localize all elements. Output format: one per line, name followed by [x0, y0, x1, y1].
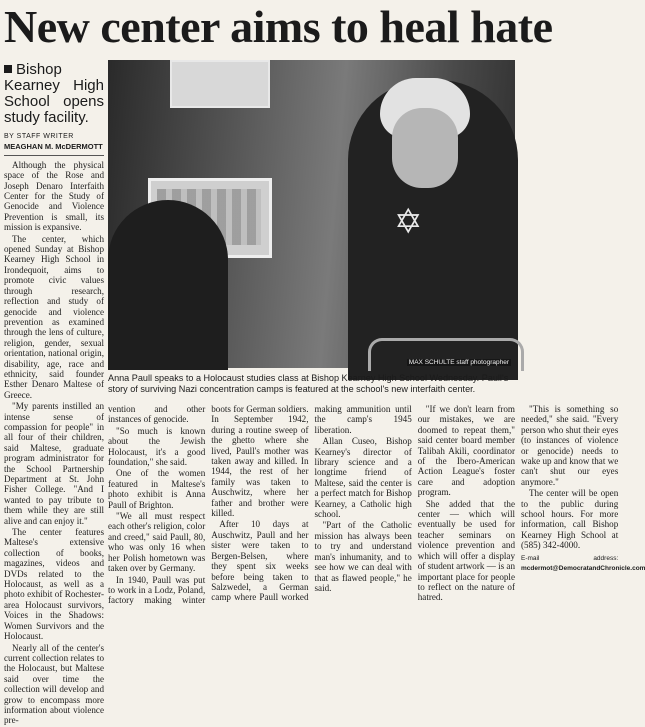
left-column: [4, 60, 104, 727]
body-columns: [108, 404, 645, 612]
body-paragraph: One of the women featured in Maltese's photo exhibit is Anna Paull of Brighton.: [108, 468, 206, 510]
photo-student-silhouette: [108, 200, 228, 370]
body-paragraph: "We all must respect each other's religion, color and creed," said Paull, 80, who was only 16 when her Polish hometown was taken over by Germany.: [108, 511, 206, 574]
email-address: mcdermot@DemocratandChronicle.com: [521, 565, 645, 573]
left-paragraph: Although the physical space of the Rose and Joseph Denaro Interfaith Center for the Study of Genocide and Violence Prevention is small, its mission is expansive.: [4, 159, 104, 233]
photo-wall-frame: [170, 60, 270, 108]
photo-credit: MAX SCHULTE staff photographer: [408, 359, 509, 366]
body-paragraph: "This is something so needed," she said. "Every person who shut their eyes (to instances of violence or genocide) needs to wake up and know that we can't shut our eyes anymore.": [521, 404, 619, 487]
photo-chair: [368, 338, 524, 371]
body-paragraph: "If we don't learn from our mistakes, we are doomed to repeat them," said center board member Talibah Akili, coordinator of the Ibero-American Action League's foster care and adoption program.: [417, 404, 515, 498]
email-line: [521, 554, 645, 575]
body-paragraph: In 1940, Paull was put to work in a Lodz, Poland, factory making winter boots for German soldiers. In September 1942, during a routine sweep of the ghetto where she lived, Paull's mother was taken away and killed. In 1944, the rest of her family was taken to Auschwitz, where her father and brother were killed.: [108, 404, 309, 606]
square-bullet-icon: [4, 65, 12, 73]
left-paragraph: Nearly all of the center's current collection relates to the Holocaust, but Maltese said over time the collection will develop and grow to encompass more information about violence pre-: [4, 642, 104, 726]
email-label: E-mail address:: [521, 554, 619, 562]
photo-caption: Anna Paull speaks to a Holocaust studies class at Bishop Kearney High School Wednesday. Paull's story of surviving Nazi concentration camps is featured at the school's new interfaith center.: [108, 373, 509, 394]
left-paragraph: The center, which opened Sunday at Bishop Kearney High School in Irondequoit, aims to promote civic values through research, reflection and study of genocide and violence prevention as examined through the lens of culture, religion, gender, sexual orientation, national origin, disability, age, race and ethnicity, said founder Esther Denaro Maltese of Greece.: [4, 233, 104, 400]
star-of-david-icon: ✡: [394, 204, 423, 241]
deck: [4, 62, 104, 126]
photo-speaker-face: [392, 108, 458, 188]
body-paragraph: She added that the center — which will eventually be used for teacher seminars on violence prevention and which will offer a display of student artwork — is an important place for people to reflect on the nature of hatred.: [417, 498, 515, 603]
body-paragraph: After 10 days at Auschwitz, Paull and her sister were taken to Bergen-Belsen, where they spent six weeks before being taken to Salzwedel, a German camp where Paull worked making ammunition until the camp's 1945 liberation.: [211, 404, 412, 603]
body-paragraph: Allan Cuseo, Bishop Kearney's director of library science and a longtime friend of Maltese, said the center is a perfect match for Bishop Kearney, a Catholic high school.: [314, 436, 412, 520]
body-paragraph: The center will be open to the public during school hours. For more information, call Bishop Kearney High School at (585) 342-4000.: [521, 488, 619, 551]
body-paragraph: vention and other instances of genocide.: [108, 404, 206, 425]
byline-label: BY STAFF WRITER: [4, 133, 74, 140]
left-paragraph: The center features Maltese's extensive collection of books, magazines, videos and DVDs related to the Holocaust, as well as a photo exhibit of Rochester-area Holocaust survivors, Voices in the Shadows: Women Survivors and the Holocaust.: [4, 527, 104, 642]
headline: New center aims to heal hate: [4, 1, 553, 52]
deck-text: Bishop Kearney High School opens study facility.: [4, 61, 104, 126]
author-name: MEAGHAN M. McDERMOTT: [4, 142, 104, 155]
body-paragraph: "So much is known about the Jewish Holocaust, it's a good foundation," she said.: [108, 425, 206, 468]
body-paragraph: "Part of the Catholic mission has always been to try and understand man's inhumanity, and to see how we can deal with that as flawed people," he said.: [314, 520, 412, 593]
left-paragraph: "My parents instilled an intense sense of compassion for people" in all four of their children, said Maltese, graduate program administrator for the School Partnership Department at St. John Fisher College. "And I wanted to pay tribute to them while they are still alive and can enjoy it.": [4, 401, 104, 526]
news-photo: [108, 60, 515, 368]
